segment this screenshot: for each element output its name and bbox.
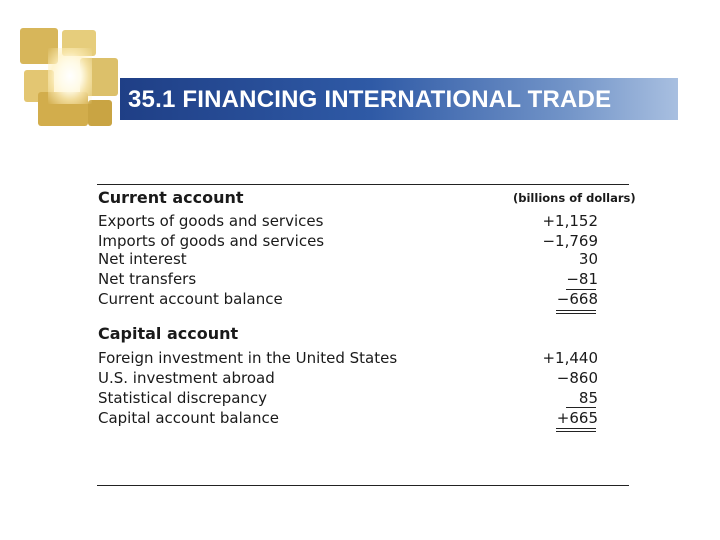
row-label: Current account balance <box>98 290 283 308</box>
total-double-underline <box>556 428 596 429</box>
row-label: Foreign investment in the United States <box>98 349 398 367</box>
row-value: 30 <box>578 250 598 268</box>
table-row <box>98 389 598 409</box>
table-row <box>98 369 598 389</box>
table-bottom-rule <box>97 485 629 486</box>
row-value: −1,769 <box>542 232 598 250</box>
total-double-underline <box>556 310 596 311</box>
subtotal-underline <box>566 407 596 408</box>
row-label: Capital account balance <box>98 409 279 427</box>
table-row <box>98 212 598 232</box>
table-row <box>98 409 598 429</box>
row-label: Statistical discrepancy <box>98 389 268 407</box>
units-label: (billions of dollars) <box>513 191 636 205</box>
golden-squares-logo <box>20 28 120 128</box>
row-value: −668 <box>556 290 598 308</box>
total-double-underline <box>556 431 596 432</box>
total-double-underline <box>556 313 596 314</box>
table-row <box>98 270 598 290</box>
row-value: +1,152 <box>542 212 598 230</box>
title-banner <box>120 78 678 120</box>
capital-account-heading: Capital account <box>98 324 239 343</box>
row-label: Net transfers <box>98 270 197 288</box>
row-value: +665 <box>556 409 598 427</box>
table-row <box>98 349 598 369</box>
row-label: U.S. investment abroad <box>98 369 275 387</box>
table-row <box>98 232 598 252</box>
table-row <box>98 290 598 310</box>
row-label: Exports of goods and services <box>98 212 324 230</box>
row-label: Net interest <box>98 250 187 268</box>
row-value: −81 <box>566 270 598 288</box>
table-top-rule <box>97 184 629 185</box>
row-value: −860 <box>556 369 598 387</box>
current-account-heading: Current account <box>98 188 244 207</box>
page-title: 35.1 FINANCING INTERNATIONAL TRADE <box>128 86 612 113</box>
row-value: +1,440 <box>542 349 598 367</box>
table-row <box>98 250 598 270</box>
row-value: 85 <box>578 389 598 407</box>
row-label: Imports of goods and services <box>98 232 325 250</box>
